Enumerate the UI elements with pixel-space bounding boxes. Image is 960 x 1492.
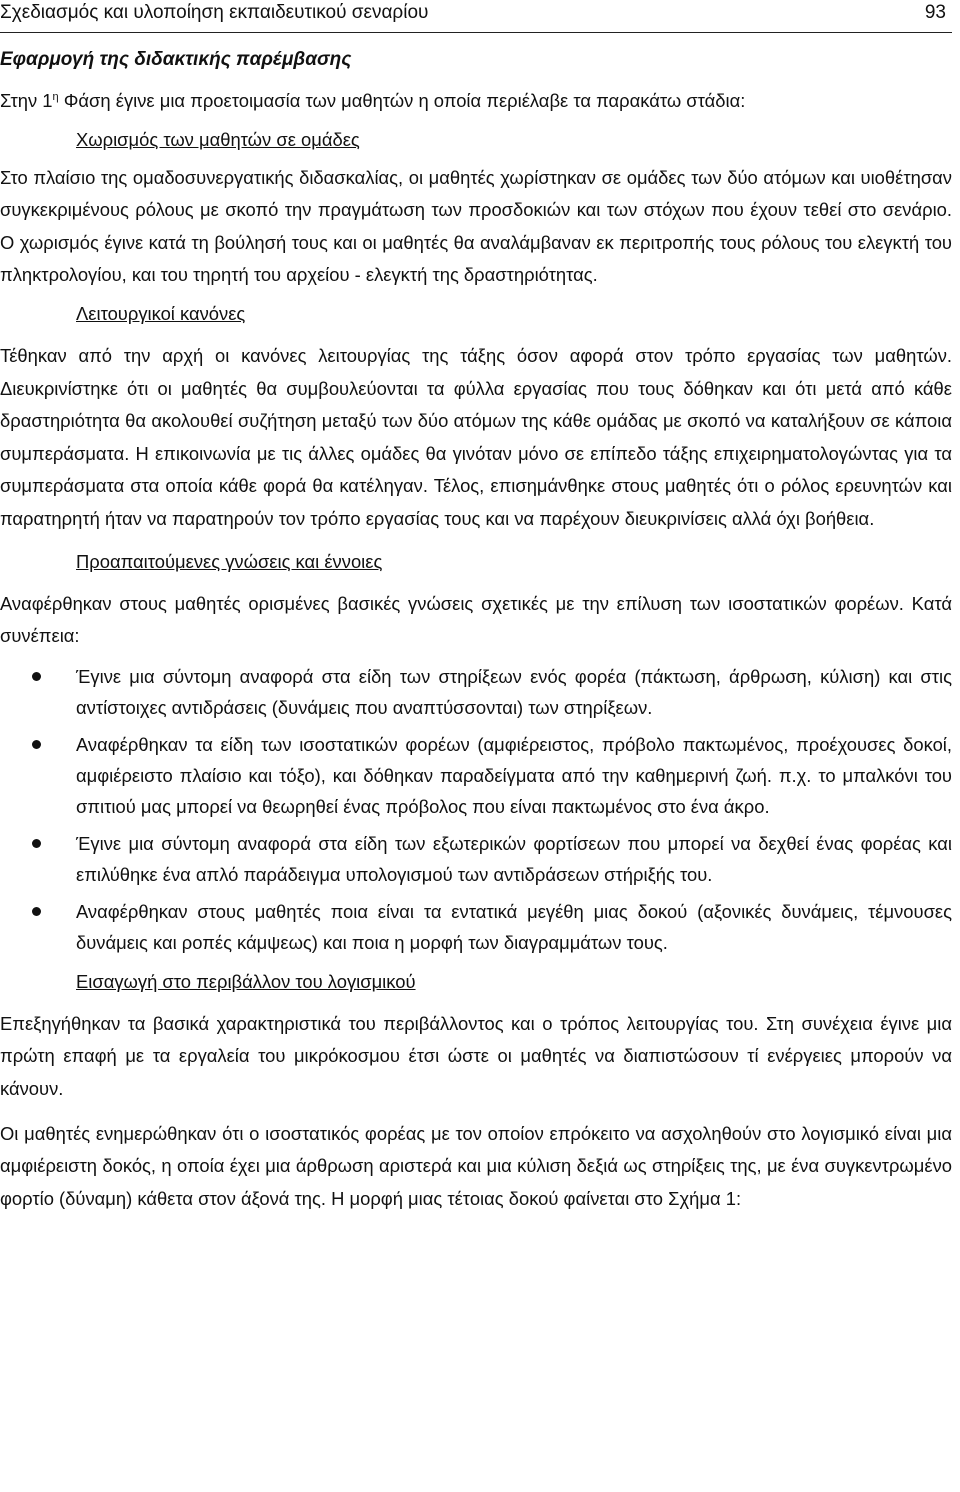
software-paragraph-1: Επεξηγήθηκαν τα βασικά χαρακτηριστικά του περιβάλλοντος και ο τρόπος λειτουργίας του. Στη συνέχεια έγινε μια πρώτη επαφή με τα εργαλεία του μικρόκοσμου έτσι ώστε οι μαθητές να διαπιστώσουν τί ενέργειες μπορούν να κάνουν. xyxy=(0,1012,952,1099)
running-title: Σχεδιασμός και υλοποίηση εκπαιδευτικού σεναρίου xyxy=(0,2,429,23)
list-item xyxy=(0,828,952,890)
bullet-icon xyxy=(32,839,41,848)
rules-paragraph: Τέθηκαν από την αρχή οι κανόνες λειτουργίας της τάξης όσον αφορά στον τρόπο εργασίας των μαθητών. Διευκρινίστηκε ότι οι μαθητές θα συμβουλεύονται τα φύλλα εργασίας που τους δόθηκαν και ότι μετά από κάθε δραστηριότητα θα ακολουθεί συζήτηση μεταξύ των δύο ατόμων της κάθε ομάδας με σκοπό να καταλήξουν σε κάποια συμπεράσματα. Η επικοινωνία με τις άλλες ομάδες θα γινόταν μόνο σε επίπεδο τάξης επιχειρηματολογώντας για τα συμπεράσματα στα οποία κάθε φορά θα κατέληγαν. Τέλος, επισημάνθηκε στους μαθητές ότι ο ρόλος ερευνητών και παρατηρητή ήταν να παρατηρούν τον τρόπο εργασίας τους και να παρέχουν διευκρινίσεις αλλά όχι βοήθεια. xyxy=(0,344,952,529)
software-paragraph-2: Οι μαθητές ενημερώθηκαν ότι ο ισοστατικός φορέας με τον οποίον επρόκειτο να ασχοληθούν στο λογισμικό είναι μια αμφιέρειστη δοκός, η οποία έχει μια άρθρωση αριστερά και μια κύλιση δεξιά ως στηρίξεις της, με ένα συγκεντρωμένο φορτίο (δύναμη) κάθετα στον άξονά της. Η μορφή μιας τέτοιας δοκού φαίνεται στο Σχήμα 1: xyxy=(0,1122,952,1209)
prereq-heading: Προαπαιτούμενες γνώσεις και έννοιες xyxy=(76,550,383,572)
bullet-icon xyxy=(32,907,41,916)
rules-heading: Λειτουργικοί κανόνες xyxy=(76,302,246,324)
bullet-icon xyxy=(32,672,41,681)
list-item xyxy=(0,661,952,723)
prereq-bullet-list xyxy=(0,661,952,958)
list-item-text: Αναφέρθηκαν τα είδη των ισοστατικών φορέων (αμφιέρειστος, πρόβολο πακτωμένος, προέχουσες δοκοί, αμφιέρειστο πλαίσιο και τόξο), και δόθηκαν παραδείγματα από την καθημερινή ζωή. π.χ. το μπαλκόνι του σπιτιού μας μπορεί να θεωρηθεί ένας πρόβολος που είναι πακτωμένος στο ένα άκρο. xyxy=(76,733,952,817)
groups-paragraph: Στο πλαίσιο της ομαδοσυνεργατικής διδασκαλίας, οι μαθητές χωρίστηκαν σε ομάδες των δύο ατόμων και υιοθέτησαν συγκεκριμένους ρόλους με σκοπό την πραγμάτωση των προσδοκιών και των στόχων που έχουν τεθεί στο σενάριο. Ο χωρισμός έγινε κατά τη βούλησή τους και οι μαθητές θα αναλάμβαναν εκ περιτροπής τους ρόλους του ελεγκτή του πληκτρολογίου, και του τηρητή του αρχείου - ελεγκτή της δραστηριότητας. xyxy=(0,166,952,286)
list-item xyxy=(0,729,952,822)
groups-heading: Χωρισμός των μαθητών σε ομάδες xyxy=(76,128,360,150)
list-item-text: Έγινε μια σύντομη αναφορά στα είδη των εξωτερικών φορτίσεων που μπορεί να δεχθεί ένας φορέας και επιλύθηκε ένα απλό παράδειγμα υπολογισμού των αντιδράσεων στήριξής του. xyxy=(76,832,952,885)
intro-paragraph xyxy=(0,85,952,118)
prereq-paragraph: Αναφέρθηκαν στους μαθητές ορισμένες βασικές γνώσεις σχετικές με την επίλυση των ισοστατικών φορέων. Κατά συνέπεια: xyxy=(0,592,952,647)
bullet-icon xyxy=(32,740,41,749)
software-heading: Εισαγωγή στο περιβάλλον του λογισμικού xyxy=(76,970,416,992)
page-header xyxy=(0,0,952,33)
section-title: Εφαρμογή της διδακτικής παρέμβασης xyxy=(0,49,352,70)
list-item-text: Αναφέρθηκαν στους μαθητές ποια είναι τα εντατικά μεγέθη μιας δοκού (αξονικές δυνάμεις, τέμνουσες δυνάμεις και ροπές κάμψεως) και ποια η μορφή των διαγραμμάτων τους. xyxy=(76,900,952,953)
page-number: 93 xyxy=(924,2,946,23)
intro-text-start: Στην 1 xyxy=(0,90,53,111)
list-item-text: Έγινε μια σύντομη αναφορά στα είδη των στηρίξεων ενός φορέα (πάκτωση, άρθρωση, κύλιση) και στις αντίστοιχες αντιδράσεις (δυνάμεις που αναπτύσσονται) των στηρίξεων. xyxy=(76,665,952,718)
intro-text-end: Φάση έγινε μια προετοιμασία των μαθητών η οποία περιέλαβε τα παρακάτω στάδια: xyxy=(58,90,746,111)
intro-superscript: η xyxy=(52,90,59,103)
list-item xyxy=(0,896,952,958)
